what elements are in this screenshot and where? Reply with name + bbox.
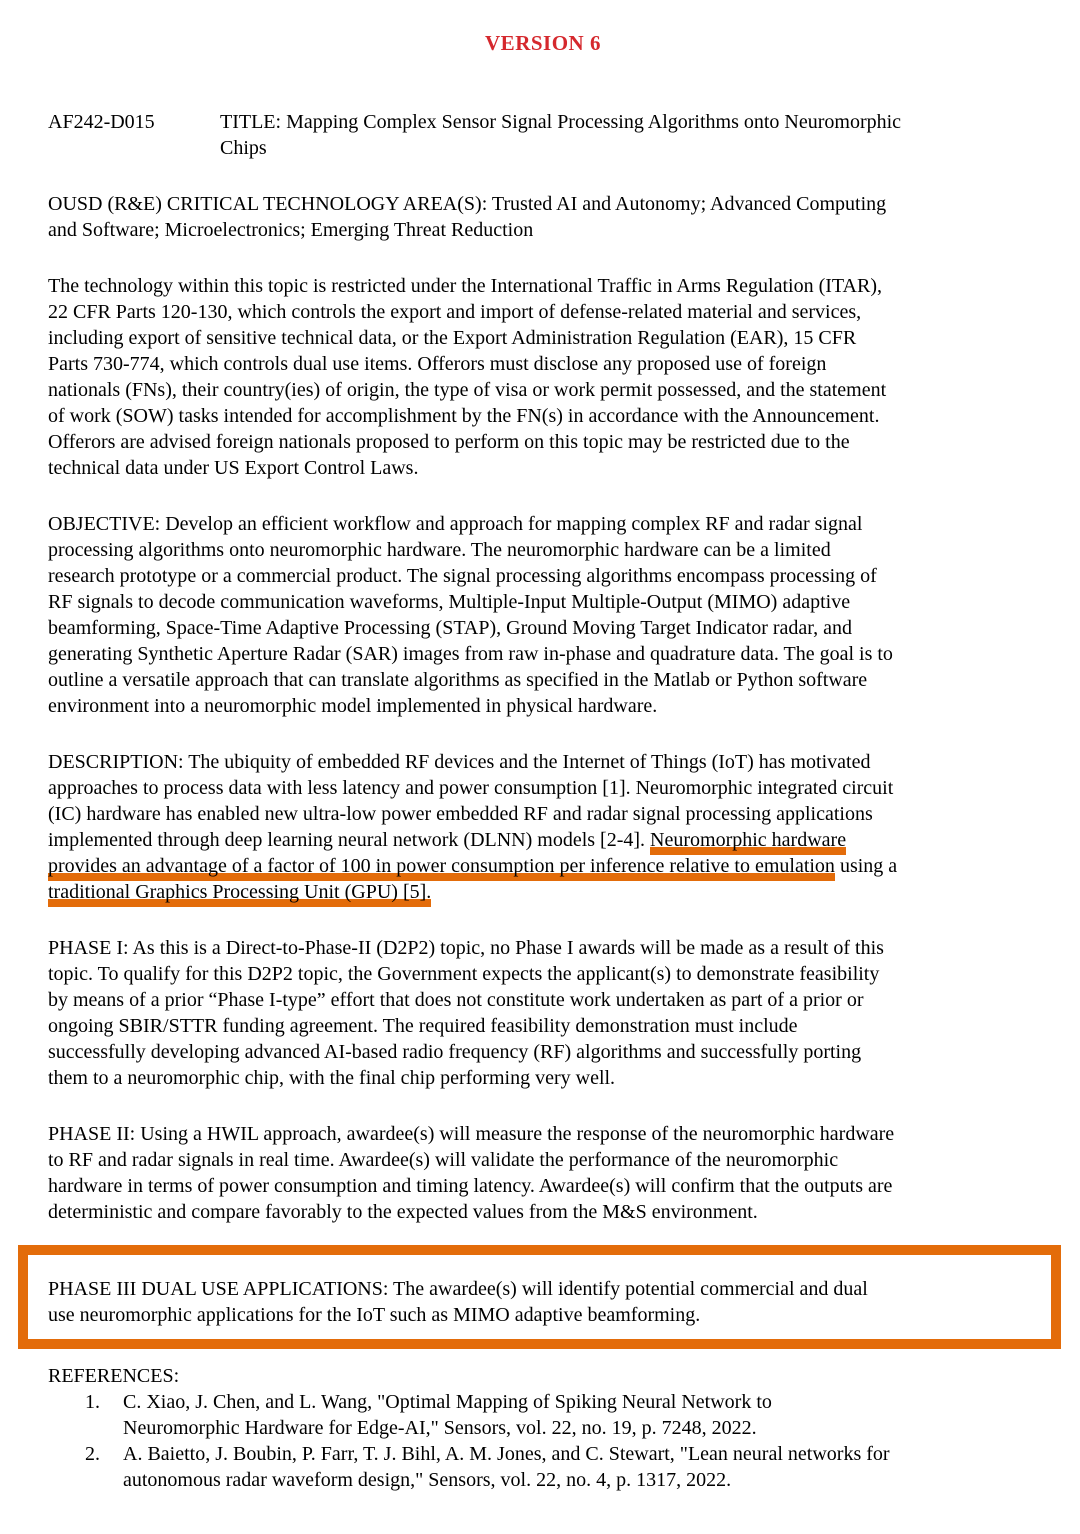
text-line: by means of a prior “Phase I-type” effort that does not constitute work undertaken as part of a prior or [48,989,864,1011]
text-span: using a [834,855,898,877]
reference-item [48,1441,1038,1493]
text-line: C. Xiao, J. Chen, and L. Wang, "Optimal Mapping of Spiking Neural Network to [123,1391,772,1413]
text-line: A. Baietto, J. Boubin, P. Farr, T. J. Bihl, A. M. Jones, and C. Stewart, "Lean neural networks for [123,1443,890,1465]
text-line: them to a neuromorphic chip, with the final chip performing very well. [48,1067,616,1089]
text-line: research prototype or a commercial product. The signal processing algorithms encompass processing of [48,565,877,587]
text-line: Offerors are advised foreign nationals proposed to perform on this topic may be restricted due to the [48,431,850,453]
text-line: to RF and radar signals in real time. Awardee(s) will validate the performance of the neuromorphic [48,1149,839,1171]
text-line: processing algorithms onto neuromorphic hardware. The neuromorphic hardware can be a limited [48,539,831,561]
text-line [48,827,1038,853]
reference-text [123,1441,890,1493]
text-line: PHASE III DUAL USE APPLICATIONS: The awardee(s) will identify potential commercial and dual [48,1278,868,1300]
text-line: hardware in terms of power consumption and timing latency. Awardee(s) will confirm that the outputs are [48,1175,893,1197]
text-span: (IC) hardware has enabled new ultra-low power embedded RF and radar signal processing applications [48,803,873,825]
references-heading: REFERENCES: [48,1365,180,1387]
text-line: topic. To qualify for this D2P2 topic, the Government expects the applicant(s) to demonstrate feasibility [48,963,880,985]
text-line: OBJECTIVE: Develop an efficient workflow and approach for mapping complex RF and radar signal [48,513,863,535]
topic-title [220,109,901,161]
orange-underline-annotation: provides an advantage of a factor of 100 in power consumption per inference relative to emulation [48,855,835,881]
text-line: environment into a neuromorphic model implemented in physical hardware. [48,695,658,717]
text-line: RF signals to decode communication waveforms, Multiple-Input Multiple-Output (MIMO) adaptive [48,591,851,613]
text-line: Chips [220,137,267,159]
text-line: nationals (FNs), their country(ies) of origin, the type of visa or work permit possessed, and the statement [48,379,887,401]
export-control-paragraph [48,273,1038,481]
phase2-paragraph [48,1121,1038,1225]
reference-item [48,1389,1038,1441]
text-line: PHASE I: As this is a Direct-to-Phase-II (D2P2) topic, no Phase I awards will be made as a result of this [48,937,884,959]
text-line: technical data under US Export Control Laws. [48,457,419,479]
reference-number: 2. [85,1443,100,1465]
text-line: and Software; Microelectronics; Emerging Threat Reduction [48,219,534,241]
text-line: beamforming, Space-Time Adaptive Processing (STAP), Ground Moving Target Indicator radar, and [48,617,853,639]
text-line: including export of sensitive technical data, or the Export Administration Regulation (EAR), 15 CFR [48,327,857,349]
orange-underline-annotation: traditional Graphics Processing Unit (GPU) [5]. [48,881,431,907]
text-line: use neuromorphic applications for the IoT such as MIMO adaptive beamforming. [48,1304,701,1326]
text-line: successfully developing advanced AI-based radio frequency (RF) algorithms and successfully porting [48,1041,862,1063]
text-line: autonomous radar waveform design," Sensors, vol. 22, no. 4, p. 1317, 2022. [123,1469,732,1491]
references-list [48,1389,1038,1493]
phase3-paragraph [48,1276,1031,1328]
topic-header [48,109,1038,161]
phase1-paragraph [48,935,1038,1091]
reference-number: 1. [85,1391,100,1413]
text-line: Parts 730-774, which controls dual use items. Offerors must disclose any proposed use of foreign [48,353,827,375]
text-span: implemented through deep learning neural network (DLNN) models [2-4]. [48,829,651,851]
text-line: deterministic and compare favorably to the expected values from the M&S environment. [48,1201,758,1223]
ousd-critical-technology-paragraph [48,191,1038,243]
text-line: PHASE II: Using a HWIL approach, awardee(s) will measure the response of the neuromorphic hardware [48,1123,895,1145]
text-line [48,879,1038,905]
text-line [48,749,1038,775]
text-span: DESCRIPTION: The ubiquity of embedded RF devices and the Internet of Things (IoT) has motivated [48,751,871,773]
reference-text [123,1389,772,1441]
text-line [48,775,1038,801]
text-line: generating Synthetic Aperture Radar (SAR) images from raw in-phase and quadrature data. The goal is to [48,643,893,665]
text-line: ongoing SBIR/STTR funding agreement. The required feasibility demonstration must include [48,1015,798,1037]
text-line [48,801,1038,827]
text-line: outline a versatile approach that can translate algorithms as specified in the Matlab or Python software [48,669,868,691]
text-line: 22 CFR Parts 120-130, which controls the export and import of defense-related material and services, [48,301,862,323]
orange-underline-annotation: Neuromorphic hardware [650,829,846,855]
version-banner: VERSION 6 [485,31,601,55]
text-line: The technology within this topic is restricted under the International Traffic in Arms Regulation (ITAR), [48,275,882,297]
text-line: Neuromorphic Hardware for Edge-AI," Sensors, vol. 22, no. 19, p. 7248, 2022. [123,1417,757,1439]
text-line [48,853,1038,879]
topic-number: AF242-D015 [48,111,155,133]
text-span: approaches to process data with less latency and power consumption [1]. Neuromorphic integrated circuit [48,777,894,799]
objective-paragraph [48,511,1038,719]
description-paragraph [48,749,1038,905]
text-line: OUSD (R&E) CRITICAL TECHNOLOGY AREA(S): Trusted AI and Autonomy; Advanced Computing [48,193,887,215]
text-line: TITLE: Mapping Complex Sensor Signal Processing Algorithms onto Neuromorphic [220,111,902,133]
text-line: of work (SOW) tasks intended for accomplishment by the FN(s) in accordance with the Announcement. [48,405,880,427]
phase3-highlight-box [18,1245,1061,1349]
